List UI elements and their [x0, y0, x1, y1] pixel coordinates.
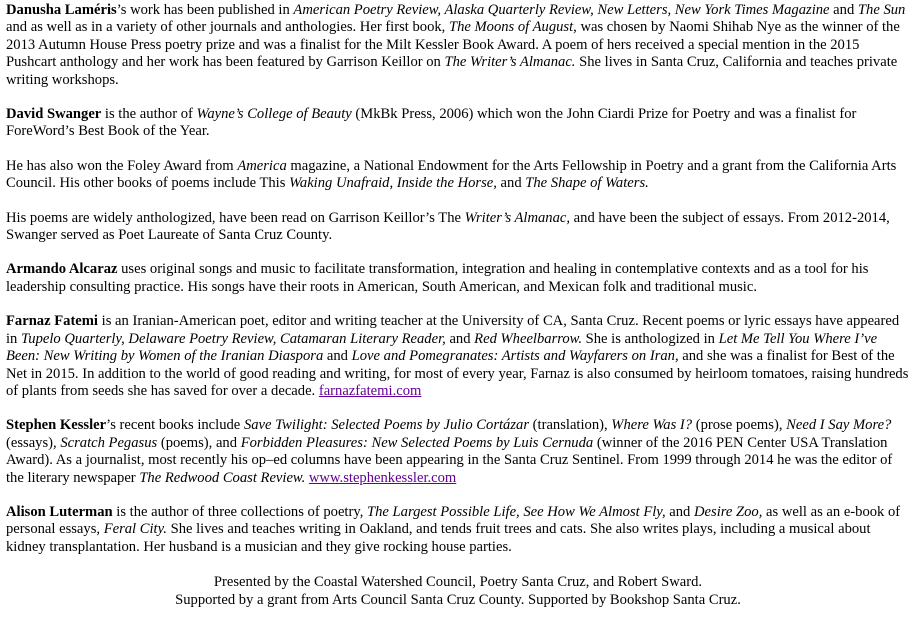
website-link[interactable]: farnazfatemi.com [318, 382, 422, 399]
bio-text: She lives and teaches writing in Oakland, and tends fruit trees and cats. She also writes plays, including a musical about kidney transplantation. Her husband is a musician and they give rocking house parties. [6, 521, 871, 555]
title-text: The Largest Possible Life, See How We Almost Fly, [367, 503, 666, 520]
bio-text: and [323, 348, 352, 365]
title-text: Save Twilight: Selected Poems by Julio Cortázar [243, 417, 530, 434]
title-text: Waking Unafraid, Inside the Horse, [289, 175, 497, 192]
author-name: David Swanger [6, 106, 102, 123]
bio-text: as well as an e-book of personal essays, [6, 503, 901, 538]
bio-text: and as well as in a variety of other journals and anthologies. Her first book, [6, 19, 449, 36]
bio-text: (prose poems), [692, 417, 787, 434]
bio-text: is the author of three collections of poetry, [112, 503, 367, 520]
title-text: Love and Pomegranates: Artists and Wayfarers on Iran, [351, 348, 679, 365]
title-text: Red Wheelbarrow. [474, 330, 582, 347]
title-text: Wayne’s College of Beauty [196, 106, 352, 123]
bio-text: and [445, 330, 475, 347]
title-text: Tupelo Quarterly, Delaware Poetry Review, Catamaran Literary Reader, [21, 330, 446, 347]
footer-line-supported: Supported by a grant from Arts Council Santa Cruz County. Supported by Bookshop Santa Cruz. [175, 592, 741, 609]
website-link[interactable]: www.stephenkessler.com [308, 469, 457, 486]
author-name: Alison Luterman [6, 503, 113, 520]
bio-text: ’s recent books include [106, 417, 244, 434]
title-text: Desire Zoo, [694, 503, 763, 520]
bio-paragraph [6, 2, 910, 89]
bio-paragraph [6, 261, 910, 296]
bio-paragraph [6, 504, 910, 556]
bio-paragraph [6, 158, 910, 193]
title-text: The Shape of Waters. [525, 175, 649, 192]
bio-text: magazine, a National Endowment for the Arts Fellowship in Poetry and a grant from the California Arts Council. His other books of poems include This [6, 157, 897, 192]
title-text: The Moons of August, [448, 19, 577, 36]
bio-text: (MkBk Press, 2006) which won the John Ciardi Prize for Poetry and was a finalist for ForeWord’s Best Book of the Year. [6, 106, 857, 140]
title-text: American Poetry Review, Alaska Quarterly Review, New Letters, New York Times Magazine [293, 2, 830, 18]
footer [6, 573, 910, 609]
author-name: Danusha Laméris [6, 2, 117, 18]
title-text: Feral City. [103, 521, 167, 538]
bio-text: and [829, 2, 858, 18]
title-text: The Redwood Coast Review. [139, 469, 306, 486]
bio-text: She is anthologized in [581, 330, 719, 347]
title-text: Need I Say More? [786, 417, 892, 434]
bio-text: ’s work has been published in [116, 2, 294, 18]
bio-text: She lives in Santa Cruz, California and teaches private writing workshops. [6, 54, 898, 88]
bio-paragraph [6, 313, 910, 400]
title-text: The Writer’s Almanac. [444, 54, 576, 71]
bio-text: He has also won the Foley Award from [6, 157, 238, 174]
bio-paragraph [6, 106, 910, 141]
author-name: Armando Alcaraz [6, 261, 118, 278]
bio-text: uses original songs and music to facilitate transformation, integration and healing in contemplative contexts and as a tool for his leadership consulting practice. His songs have their roots in American, South American, and Mexican folk and traditional music. [6, 261, 869, 295]
bios-section [6, 2, 910, 556]
author-name: Stephen Kessler [6, 417, 107, 434]
author-name: Farnaz Fatemi [6, 313, 98, 330]
title-text: America [237, 157, 287, 174]
bio-text: is an Iranian-American poet, editor and writing teacher at the University of CA, Santa Cruz. Recent poems or lyric essays have appeared in [6, 313, 900, 347]
bio-text: and [496, 175, 526, 192]
footer-line-presented: Presented by the Coastal Watershed Council, Poetry Santa Cruz, and Robert Sward. [213, 574, 703, 591]
title-text: The Sun [857, 2, 906, 18]
bio-text: is the author of [101, 106, 197, 123]
bio-text: (winner of the 2016 PEN Center USA Translation Award). As a journalist, most recently his op–ed columns have been appearing in the Santa Cruz Sentinel. From 1999 through 2014 he was the editor of the literary newspaper [6, 434, 893, 486]
title-text: Writer’s Almanac, [464, 209, 571, 226]
bio-text: and she was a finalist for Best of the Net in 2015. In addition to the world of good reading and writing, for most of every year, Farnaz is also consumed by heirloom tomatoes, raising hundreds of plants from seeds she has saved for over a decade. [6, 348, 909, 399]
bio-text: and have been the subject of essays. From 2012-2014, Swanger served as Poet Laureate of Santa Cruz County. [6, 209, 890, 244]
title-text: Where Was I? [611, 417, 693, 434]
bio-text: (translation), [529, 417, 612, 434]
bio-text: (poems), and [157, 434, 241, 451]
title-text: Let Me Tell You Where I’ve Been: New Writing by Women of the Iranian Diaspora [6, 330, 878, 365]
bio-text: and [665, 503, 694, 520]
bio-text: His poems are widely anthologized, have been read on Garrison Keillor’s The [6, 209, 465, 226]
bio-text: (essays), [6, 434, 61, 451]
bio-text: was chosen by Naomi Shihab Nye as the winner of the 2013 Autumn House Press poetry prize and was a finalist for the Milt Kessler Book Award. A poem of hers received a special mention in the 2015 Pushcart anthology and her work has been featured by Garrison Keillor on [6, 19, 900, 71]
bio-paragraph [6, 417, 910, 487]
bio-paragraph [6, 210, 910, 245]
title-text: Forbidden Pleasures: New Selected Poems by Luis Cernuda [240, 434, 594, 451]
title-text: Scratch Pegasus [60, 434, 158, 451]
